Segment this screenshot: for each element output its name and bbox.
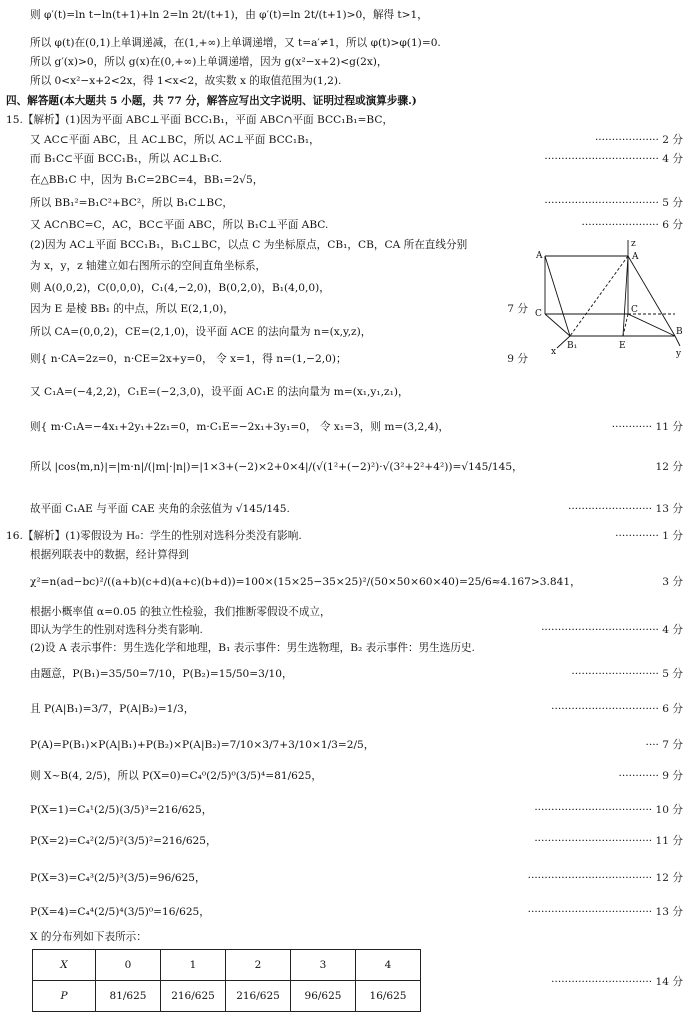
line-2: 所以 φ(t)在(0,1)上单调递减，在(1,+∞)上单调递增，又 t=a′≠1，所以 φ(t)>φ(1)=0.: [30, 37, 441, 49]
table-header-p: P: [33, 981, 96, 1012]
table-cell: 4: [356, 950, 421, 981]
line-11: 又 AC∩BC=C，AC，BC⊂平面 ABC，所以 B₁C⊥平面 ABC. ······················· 6 分: [30, 219, 683, 231]
line-7: 又 AC⊂平面 ABC，且 AC⊥BC，所以 AC⊥平面 BCC₁B₁， ··················· 2 分: [30, 134, 683, 146]
table-row: [33, 950, 421, 981]
line-13: 为 x，y，z 轴建立如右图所示的空间直角坐标系，: [30, 260, 267, 272]
label-B1: B₁: [567, 341, 578, 351]
line-12: (2)因为 AC⊥平面 BCC₁B₁，B₁C⊥BC，以点 C 为坐标原点，CB₁，CB，CA 所在直线分别: [30, 239, 468, 251]
line-10: 所以 BB₁²=B₁C²+BC²，所以 B₁C⊥BC， ·································· 5 分: [30, 197, 683, 209]
distribution-table: [32, 949, 421, 1012]
line-24: χ²=n(ad−bc)²/((a+b)(c+d)(a+c)(b+d))=100×(15×25−35×25)²/(50×50×60×40)=25/6≈4.167>3.841， 3 分: [30, 576, 683, 588]
line-4: 所以 0<x²−x+2<2x，得 1<x<2，故实数 x 的取值范围为(1,2).: [30, 75, 342, 87]
line-16: 所以 CA=(0,0,2)，CE=(2,1,0)，设平面 ACE 的法向量为 n=(x,y,z)，: [30, 326, 372, 338]
line-30: P(A)=P(B₁)×P(A|B₁)+P(B₂)×P(A|B₂)=7/10×3/7+3/10×1/3=2/5， ···· 7 分: [30, 739, 683, 751]
line-29: 且 P(A|B₁)=3/7，P(A|B₂)=1/3， ································ 6 分: [30, 703, 683, 715]
table-cell: 2: [226, 950, 291, 981]
line-35: P(X=4)=C₄⁴(2/5)⁴(3/5)⁰=16/625， ····································· 13 分: [30, 906, 683, 918]
label-y: y: [676, 349, 682, 358]
table-cell: 1: [161, 950, 226, 981]
line-28: 由题意，P(B₁)=35/50=7/10，P(B₂)=15/50=3/10， ·························· 5 分: [30, 668, 683, 680]
label-E: E: [619, 341, 626, 351]
label-z: z: [631, 239, 636, 249]
label-C1: C: [535, 309, 542, 319]
table-cell: 81/625: [96, 981, 161, 1012]
line-18: 又 C₁A=(−4,2,2)，C₁E=(−2,3,0)，设平面 AC₁E 的法向量为 m=(x₁,y₁,z₁)，: [30, 386, 409, 398]
line-9: 在△BB₁C 中，因为 B₁C=2BC=4，BB₁=2√5，: [30, 174, 264, 186]
line-23: 根据列联表中的数据，经计算得到: [30, 549, 189, 561]
line-32: P(X=1)=C₄¹(2/5)(3/5)³=216/625， ··································· 10 分: [30, 804, 683, 816]
line-1: 则 φ′(t)=ln t−ln(t+1)+ln 2=ln 2t/(t+1)，由 φ′(t)=ln 2t/(t+1)>0，解得 t>1，: [30, 9, 428, 21]
line-20: 所以 |cos⟨m,n⟩|=|m·n|/(|m|·|n|)=|1×3+(−2)×2+0×4|/(√(1²+(−2)²)·√(3²+2²+4²))=√145/145， 12 分: [30, 461, 683, 473]
label-A: A: [632, 252, 639, 262]
line-31: 则 X~B(4, 2/5)，所以 P(X=0)=C₄⁰(2/5)⁰(3/5)⁴=81/625， ············ 9 分: [30, 770, 683, 782]
q16-heading: 16.【解析】(1)零假设为 H₀：学生的性别对选科分类没有影响. ············· 1 分: [6, 530, 683, 542]
table-cell: 3: [291, 950, 356, 981]
table-row: [33, 981, 421, 1012]
table-cell: 216/625: [161, 981, 226, 1012]
prism-figure: [535, 236, 685, 358]
label-B: B: [676, 327, 683, 337]
line-25: 根据小概率值 α=0.05 的独立性检验，我们推断零假设不成立，: [30, 606, 331, 618]
score-mark: ··················· 2 分: [594, 134, 683, 146]
table-cell: 0: [96, 950, 161, 981]
line-27: (2)设 A 表示事件：男生选化学和地理，B₁ 表示事件：男生选物理，B₂ 表示事件：男生选历史.: [30, 642, 475, 654]
table-cell: 96/625: [291, 981, 356, 1012]
line-36: X 的分布列如下表所示：: [30, 931, 147, 943]
line-26: 即认为学生的性别对选科分类有影响. ··································· 4 分: [30, 624, 683, 636]
table-header-x: X: [33, 950, 96, 981]
label-A1: A: [536, 251, 543, 261]
line-19: 则{ m·C₁A=−4x₁+2y₁+2z₁=0，m·C₁E=−2x₁+3y₁=0， 令 x₁=3，则 m=(3,2,4)， ············ 11 分: [30, 421, 683, 433]
line-17: 则{ n·CA=2z=0，n·CE=2x+y=0， 令 x=1，得 n=(1,−2,0)； 9 分: [30, 353, 528, 365]
label-C: C: [631, 305, 638, 315]
line-33: P(X=2)=C₄²(2/5)²(3/5)²=216/625， ··································· 11 分: [30, 835, 683, 847]
table-cell: 16/625: [356, 981, 421, 1012]
q15-heading: 15.【解析】(1)因为平面 ABC⊥平面 BCC₁B₁，平面 ABC∩平面 BCC₁B₁=BC，: [6, 114, 394, 126]
line-3: 所以 g′(x)>0，所以 g(x)在(0,+∞)上单调递增，因为 g(x²−x+2)<g(2x)，: [30, 56, 388, 68]
table-cell: 216/625: [226, 981, 291, 1012]
line-15: 因为 E 是棱 BB₁ 的中点，所以 E(2,1,0)， 7 分: [30, 303, 528, 315]
section-heading: 四、解答题(本大题共 5 小题，共 77 分，解答应写出文字说明、证明过程或演算步骤.): [6, 95, 417, 107]
line-21: 故平面 C₁AE 与平面 CAE 夹角的余弦值为 √145/145. ························· 13 分: [30, 503, 683, 515]
line-8: 而 B₁C⊂平面 BCC₁B₁，所以 AC⊥B₁C. ·································· 4 分: [30, 153, 683, 165]
line-14: 则 A(0,0,2)，C(0,0,0)，C₁(4,−2,0)，B(0,2,0)，B₁(4,0,0)，: [30, 282, 330, 294]
line-34: P(X=3)=C₄³(2/5)³(3/5)=96/625， ····································· 12 分: [30, 872, 683, 884]
label-x: x: [551, 347, 557, 357]
